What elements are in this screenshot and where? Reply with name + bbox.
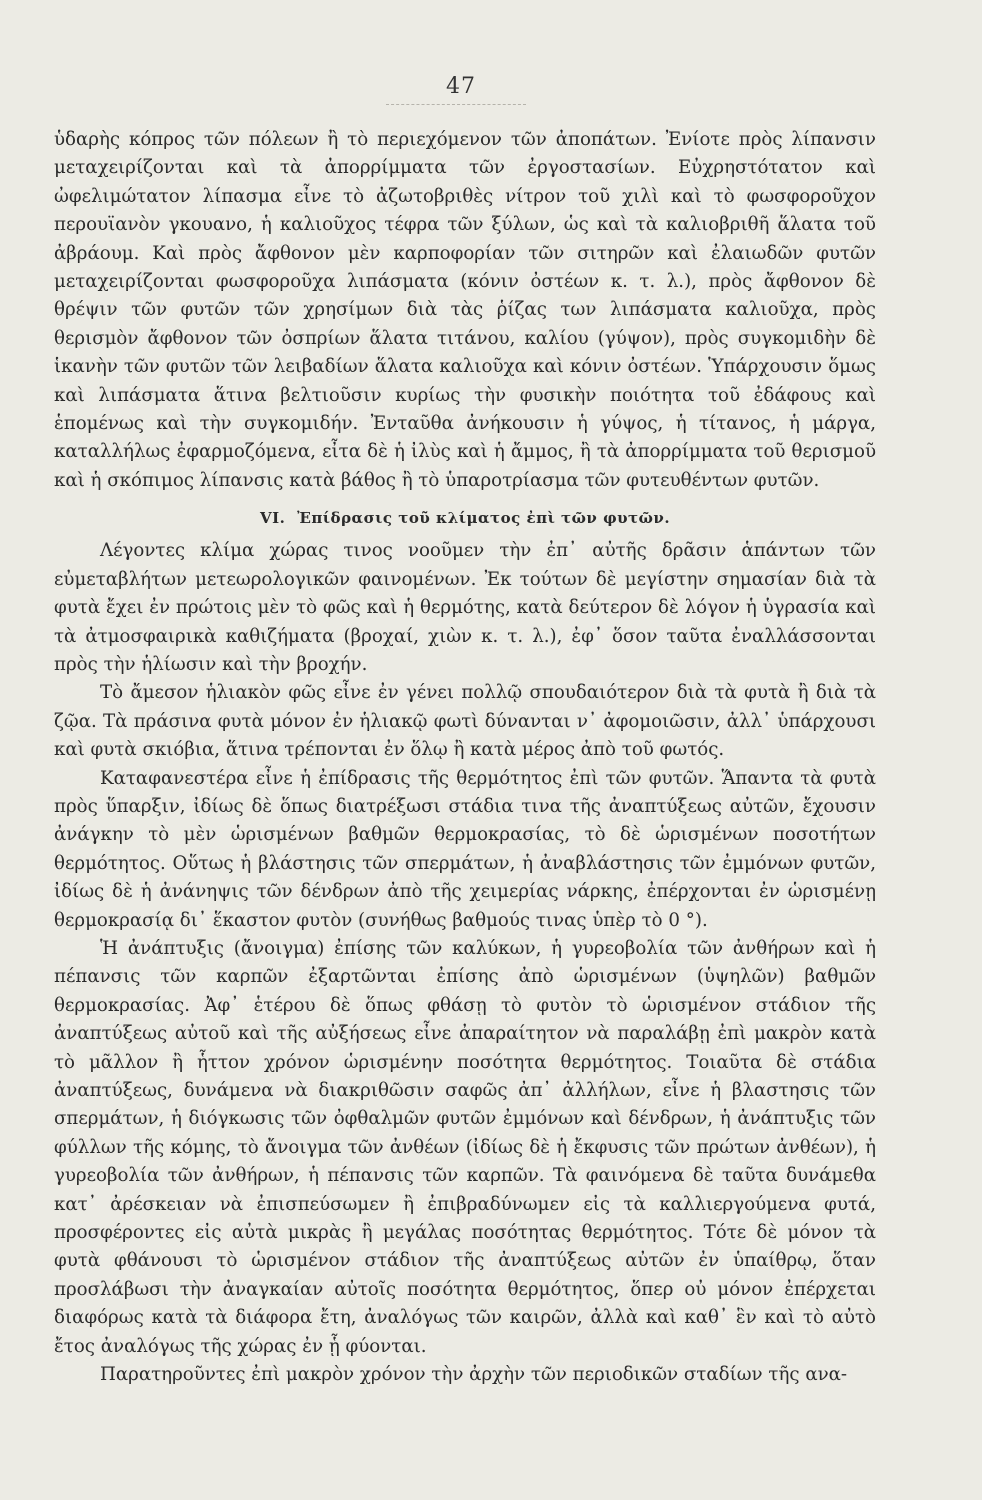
page-number-rule	[386, 104, 526, 105]
section-title: Ἐπίδρασις τοῦ κλίματος ἐπὶ τῶν φυτῶν.	[297, 509, 671, 528]
section-heading	[54, 505, 876, 531]
paragraph-heat: Καταφανεστέρα εἶνε ἡ ἐπίδρασις τῆς θερμότητος ἐπὶ τῶν φυτῶν. Ἅπαντα τὰ φυτὰ πρὸς ὕπαρξιν, ἰδίως δὲ ὅπως διατρέξωσι στάδια τινα τῆς ἀναπτύξεως αὐτῶν, ἔχουσιν ἀνάγκην τὸ μὲν ὡρισμένων βαθμῶν θερμοκρασίας, τὸ δὲ ὡρισμένων ποσοτήτων θερμότητος. Οὕτως ἡ βλάστησις τῶν σπερμάτων, ἡ ἀναβλάστησις τῶν ἐμμόνων φυτῶν, ἰδίως δὲ ἡ ἀνάνηψις τῶν δένδρων ἀπὸ τῆς χειμερίας νάρκης, ἐπέρχονται ἐν ὡρισμένῃ θερμοκρασίᾳ δι᾽ ἕκαστον φυτὸν (συνήθως βαθμούς τινας ὑπὲρ τὸ 0 °).	[54, 767, 876, 931]
paragraph-fertilizers: ὑδαρὴς κόπρος τῶν πόλεων ἢ τὸ περιεχόμενον τῶν ἀποπάτων. Ἐνίοτε πρὸς λίπανσιν μεταχειρίζονται καὶ τὰ ἀπορρίμματα τῶν ἐργοστασίων. Εὐχρηστότατον καὶ ὠφελιμώτατον λίπασμα εἶνε τὸ ἀζωτοβριθὲς νίτρον τοῦ χιλὶ καὶ τὸ φωσφοροῦχον περουϊανὸν γκουανο, ἡ καλιοῦχος τέφρα τῶν ξύλων, ὡς καὶ τὰ καλιοβριθῆ ἅλατα τοῦ ἀβράουμ. Καὶ πρὸς ἄφθονον μὲν καρποφορίαν τῶν σιτηρῶν καὶ ἐλαιωδῶν φυτῶν μεταχειρίζονται φωσφοροῦχα λιπάσματα (κόνιν ὀστέων κ. τ. λ.), πρὸς ἄφθονον δὲ θρέψιν τῶν φυτῶν τῶν χρησίμων διὰ τὰς ῥίζας των λιπάσματα καλιοῦχα, πρὸς θερισμὸν ἄφθονον τῶν ὀσπρίων ἅλατα τιτάνου, καλίου (γύψον), πρὸς συγκομιδὴν δὲ ἱκανὴν τῶν φυτῶν τῶν λειβαδίων ἅλατα καλιοῦχα καὶ κόνιν ὀστέων. Ὑπάρχουσιν ὅμως καὶ λιπάσματα ἅτινα βελτιοῦσιν κυρίως τὴν φυσικὴν ποιότητα τοῦ ἐδάφους καὶ ἑπομένως καὶ τὴν συγκομιδήν. Ἐνταῦθα ἀνήκουσιν ἡ γύψος, ἡ τίτανος, ἡ μάργα, καταλλήλως ἐφαρμοζόμενα, εἶτα δὲ ἡ ἰλὺς καὶ ἡ ἄμμος, ἢ τὰ ἀπορρίμματα τοῦ θερισμοῦ καὶ ἡ σκόπιμος λίπανσις κατὰ βάθος ἢ τὸ ὑπαροτρίασμα τῶν φυτευθέντων φυτῶν.	[54, 129, 876, 491]
paragraph-observations: Παρατηροῦντες ἐπὶ μακρὸν χρόνον τὴν ἀρχὴν τῶν περιοδικῶν σταδίων τῆς ανα-	[100, 1364, 848, 1386]
page-number: 47	[446, 74, 476, 99]
paragraph-sunlight: Τὸ ἄμεσον ἡλιακὸν φῶς εἶνε ἐν γένει πολλῷ σπουδαιότερον διὰ τὰ φυτὰ ἢ διὰ τὰ ζῷα. Τὰ πράσινα φυτὰ μόνον ἐν ἡλιακῷ φωτὶ δύνανται ν᾽ ἀφομοιῶσιν, ἀλλ᾽ ὑπάρχουσι καὶ φυτὰ σκιόβια, ἅτινα τρέπονται ἐν ὅλῳ ἢ κατὰ μέρος ἀπὸ τοῦ φωτός.	[54, 682, 876, 761]
paragraph-climate-definition: Λέγοντες κλίμα χώρας τινος νοοῦμεν τὴν ἐπ᾽ αὐτῆς δρᾶσιν ἁπάντων τῶν εὐμεταβλήτων μετεωρολογικῶν φαινομένων. Ἐκ τούτων δὲ μεγίστην σημασίαν διὰ τὰ φυτὰ ἔχει ἐν πρώτοις μὲν τὸ φῶς καὶ ἡ θερμότης, κατὰ δεύτερον δὲ λόγον ἡ ὑγρασία καὶ τὰ ἀτμοσφαιρικὰ καθιζήματα (βροχαί, χιὼν κ. τ. λ.), ἐφ᾽ ὅσον ταῦτα ἐναλλάσσονται πρὸς τὴν ἡλίωσιν καὶ τὴν βροχήν.	[54, 540, 876, 675]
body-text	[54, 126, 876, 1389]
paragraph-development-stages: Ἡ ἀνάπτυξις (ἄνοιγμα) ἐπίσης τῶν καλύκων, ἡ γυρεοβολία τῶν ἀνθήρων καὶ ἡ πέπανσις τῶν καρπῶν ἐξαρτῶνται ἐπίσης ἀπὸ ὡρισμένων (ὑψηλῶν) βαθμῶν θερμοκρασίας. Ἀφ᾽ ἑτέρου δὲ ὅπως φθάσῃ τὸ φυτὸν τὸ ὡρισμένον στάδιον τῆς ἀναπτύξεως αὐτοῦ καὶ τῆς αὐξήσεως εἶνε ἀπαραίτητον νὰ παραλάβῃ ἐπὶ μακρὸν κατὰ τὸ μᾶλλον ἢ ἧττον χρόνον ὡρισμένην ποσότητα θερμότητος. Τοιαῦτα δὲ στάδια ἀναπτύξεως, δυνάμενα νὰ διακριθῶσιν σαφῶς ἀπ᾽ ἀλλήλων, εἶνε ἡ βλαστησις τῶν σπερμάτων, ἡ διόγκωσις τῶν ὀφθαλμῶν φυτῶν ἐμμόνων καὶ δένδρων, ἡ ἀνάπτυξις τῶν φύλλων τῆς κόμης, τὸ ἄνοιγμα τῶν ἀνθέων (ἰδίως δὲ ἡ ἔκφυσις τῶν πρώτων ἀνθέων), ἡ γυρεοβολία τῶν ἀνθήρων, ἡ πέπανσις τῶν καρπῶν. Τὰ φαινόμενα δὲ ταῦτα δυνάμεθα κατ᾽ ἀρέσκειαν νὰ ἐπισπεύσωμεν ἢ ἐπιβραδύνωμεν εἰς τὰ καλλιεργούμενα φυτά, προσφέροντες εἰς αὐτὰ μικρὰς ἢ μεγάλας ποσότητας θερμότητος. Τότε δὲ μόνον τὰ φυτὰ φθάνουσι τὸ ὡρισμένον στάδιον τῆς ἀναπτύξεως αὐτῶν ἐν ὑπαίθρῳ, ὅταν προσλάβωσι τὴν ἀναγκαίαν αὐτοῖς ποσότητα θερμότητος, ὅπερ οὐ μόνον ἐπέρχεται διαφόρως κατὰ τὰ διάφορα ἔτη, ἀναλόγως τῶν καιρῶν, ἀλλὰ καὶ καθ᾽ ἓν καὶ τὸ αὐτὸ ἔτος ἀναλόγως τῆς χώρας ἐν ᾗ φύονται.	[54, 937, 876, 1357]
section-number: VI.	[259, 509, 286, 528]
